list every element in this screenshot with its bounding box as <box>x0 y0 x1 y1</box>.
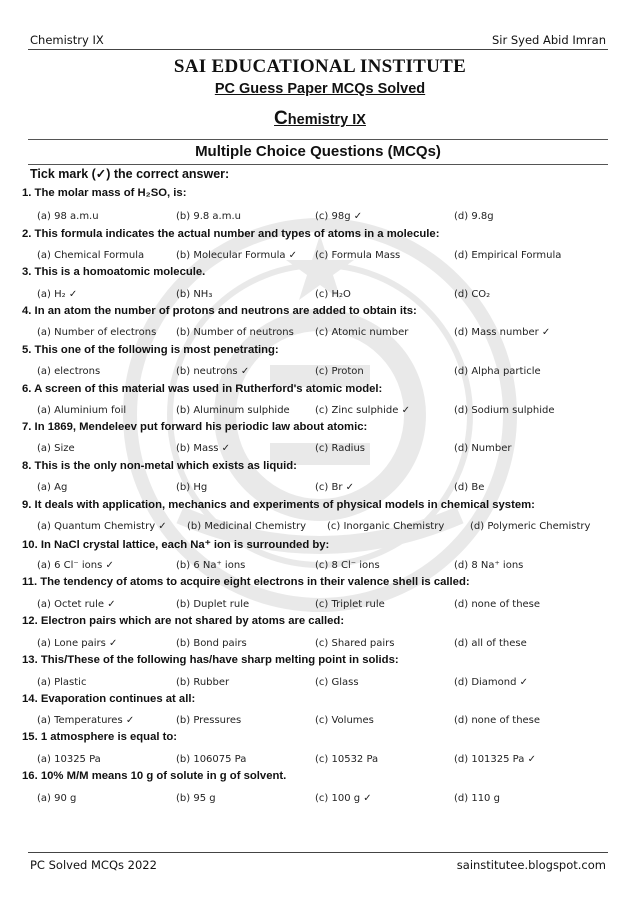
option: (d) none of these <box>454 599 541 610</box>
option: (d) Be <box>454 482 485 493</box>
options-8 <box>37 482 627 498</box>
question-1: 1. The molar mass of H₂SO, is: <box>22 187 187 199</box>
option: (d) 9.8g <box>454 211 494 222</box>
subject-title <box>0 108 640 130</box>
option: (a) H₂ ✓ <box>37 289 78 300</box>
options-5 <box>37 366 627 382</box>
option: (b) Number of neutrons <box>176 327 294 338</box>
option: (c) Shared pairs <box>315 638 395 649</box>
option: (b) 6 Na⁺ ions <box>176 560 246 571</box>
option: (d) none of these <box>454 715 541 726</box>
option: (b) Aluminum sulphide <box>176 405 290 416</box>
header-subject: Chemistry IX <box>30 33 104 47</box>
options-16 <box>37 793 627 809</box>
section-heading: Multiple Choice Questions (MCQs) <box>28 139 608 165</box>
footer-title: PC Solved MCQs 2022 <box>30 858 157 872</box>
options-3 <box>37 289 627 305</box>
question-12: 12. Electron pairs which are not shared by atoms are called: <box>22 615 345 627</box>
options-11 <box>37 599 627 615</box>
option: (c) Proton <box>315 366 364 377</box>
options-2 <box>37 250 627 266</box>
option: (c) Br ✓ <box>315 482 355 493</box>
option: (c) Triplet rule <box>315 599 385 610</box>
options-9 <box>37 521 627 537</box>
option: (a) 6 Cl⁻ ions ✓ <box>37 560 114 571</box>
option: (c) Volumes <box>315 715 374 726</box>
option: (a) Lone pairs ✓ <box>37 638 118 649</box>
option: (b) Rubber <box>176 677 230 688</box>
option: (a) 90 g <box>37 793 77 804</box>
option: (c) Radius <box>315 443 366 454</box>
option: (c) 98g ✓ <box>315 211 363 222</box>
question-14: 14. Evaporation continues at all: <box>22 693 196 705</box>
footer-divider <box>28 852 608 853</box>
option: (d) Diamond ✓ <box>454 677 529 688</box>
question-13: 13. This/These of the following has/have sharp melting point in solids: <box>22 654 399 666</box>
options-15 <box>37 754 627 770</box>
option: (b) Hg <box>176 482 208 493</box>
header-divider <box>28 49 608 50</box>
option: (a) 10325 Pa <box>37 754 101 765</box>
option: (d) Alpha particle <box>454 366 541 377</box>
option: (b) Duplet rule <box>176 599 250 610</box>
option: (b) Medicinal Chemistry <box>187 521 307 532</box>
option: (b) Molecular Formula ✓ <box>176 250 298 261</box>
option: (d) Mass number ✓ <box>454 327 551 338</box>
option: (c) Formula Mass <box>315 250 401 261</box>
option: (a) Octet rule ✓ <box>37 599 116 610</box>
question-11: 11. The tendency of atoms to acquire eight electrons in their valence shell is called: <box>22 576 470 588</box>
options-12 <box>37 638 627 654</box>
options-4 <box>37 327 627 343</box>
option: (d) Empirical Formula <box>454 250 562 261</box>
option: (b) 95 g <box>176 793 216 804</box>
option: (a) Aluminium foil <box>37 405 127 416</box>
question-8: 8. This is the only non-metal which exists as liquid: <box>22 460 297 472</box>
option: (b) neutrons ✓ <box>176 366 250 377</box>
question-2: 2. This formula indicates the actual number and types of atoms in a molecule: <box>22 228 440 240</box>
question-4: 4. In an atom the number of protons and neutrons are added to obtain its: <box>22 305 417 317</box>
option: (d) Polymeric Chemistry <box>470 521 591 532</box>
option: (a) electrons <box>37 366 101 377</box>
subject-title-initial: C <box>274 108 288 129</box>
question-10: 10. In NaCl crystal lattice, each Na⁺ ion is surrounded by: <box>22 539 330 551</box>
option: (a) Ag <box>37 482 68 493</box>
option: (b) Mass ✓ <box>176 443 231 454</box>
option: (d) 8 Na⁺ ions <box>454 560 524 571</box>
question-7: 7. In 1869, Mendeleev put forward his periodic law about atomic: <box>22 421 368 433</box>
option: (b) 9.8 a.m.u <box>176 211 241 222</box>
options-7 <box>37 443 627 459</box>
option: (a) 98 a.m.u <box>37 211 99 222</box>
option: (d) CO₂ <box>454 289 491 300</box>
option: (d) 101325 Pa ✓ <box>454 754 536 765</box>
question-16: 16. 10% M/M means 10 g of solute in g of solvent. <box>22 770 287 782</box>
options-10 <box>37 560 627 576</box>
option: (b) 106075 Pa <box>176 754 247 765</box>
option: (d) all of these <box>454 638 527 649</box>
option: (c) Glass <box>315 677 359 688</box>
option: (d) Number <box>454 443 512 454</box>
header-author: Sir Syed Abid Imran <box>492 33 606 47</box>
option: (c) Atomic number <box>315 327 409 338</box>
option: (c) Inorganic Chemistry <box>327 521 445 532</box>
instruction: Tick mark (✓) the correct answer: <box>30 167 230 181</box>
question-6: 6. A screen of this material was used in Rutherford's atomic model: <box>22 383 383 395</box>
option: (c) H₂O <box>315 289 351 300</box>
question-15: 15. 1 atmosphere is equal to: <box>22 731 178 743</box>
institute-title: SAI EDUCATIONAL INSTITUTE <box>173 56 467 77</box>
option: (b) Bond pairs <box>176 638 247 649</box>
options-13 <box>37 677 627 693</box>
subject-title-rest: hemistry IX <box>287 112 366 128</box>
option: (d) 110 g <box>454 793 500 804</box>
question-3: 3. This is a homoatomic molecule. <box>22 266 206 278</box>
option: (d) Sodium sulphide <box>454 405 555 416</box>
option: (b) Pressures <box>176 715 242 726</box>
option: (a) Number of electrons <box>37 327 157 338</box>
option: (c) Zinc sulphide ✓ <box>315 405 410 416</box>
options-6 <box>37 405 627 421</box>
footer-website-link[interactable]: sainstitutee.blogspot.com <box>456 858 606 872</box>
question-9: 9. It deals with application, mechanics and experiments of physical models in chemical system: <box>22 499 535 511</box>
option: (a) Size <box>37 443 75 454</box>
question-5: 5. This one of the following is most penetrating: <box>22 344 279 356</box>
options-14 <box>37 715 627 731</box>
paper-title: PC Guess Paper MCQs Solved <box>214 81 426 97</box>
option: (a) Quantum Chemistry ✓ <box>37 521 167 532</box>
option: (b) NH₃ <box>176 289 213 300</box>
option: (c) 100 g ✓ <box>315 793 372 804</box>
option: (c) 10532 Pa <box>315 754 379 765</box>
option: (a) Temperatures ✓ <box>37 715 135 726</box>
option: (a) Plastic <box>37 677 87 688</box>
options-1 <box>37 211 627 227</box>
option: (c) 8 Cl⁻ ions <box>315 560 380 571</box>
option: (a) Chemical Formula <box>37 250 145 261</box>
